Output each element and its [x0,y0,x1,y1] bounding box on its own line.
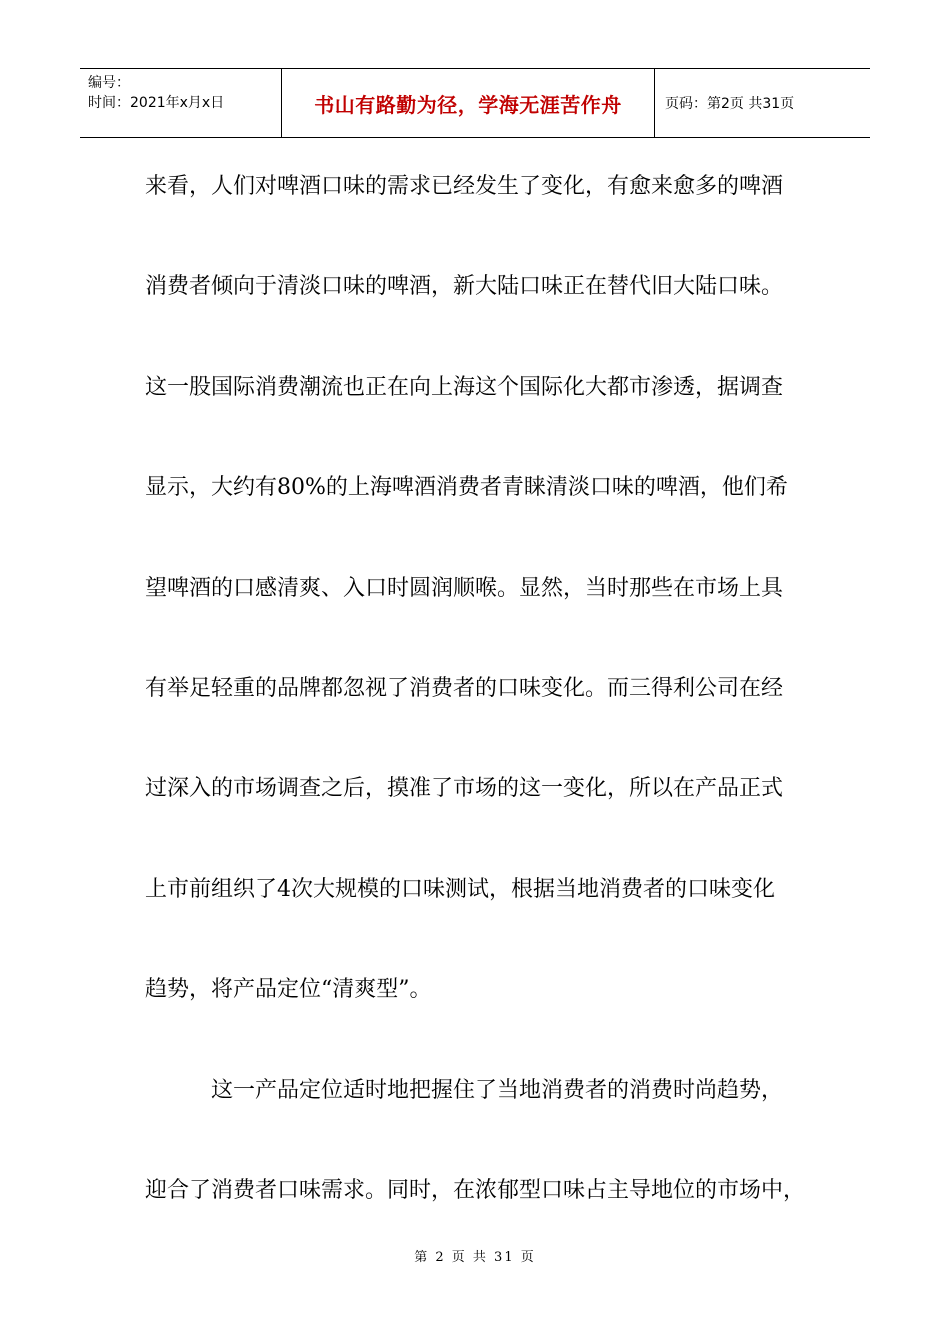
body-line: 迎合了消费者口味需求。同时，在浓郁型口味占主导地位的市场中， [145,1177,806,1203]
body-line: 这一股国际消费潮流也正在向上海这个国际化大都市渗透，据调查 [145,374,784,400]
body-line: 趋势，将产品定位“清爽型”。 [145,977,432,1003]
document-date-label: 时间：2021年x月x日 [88,95,225,111]
header-motto-cell [282,69,655,137]
body-line: 来看，人们对啤酒口味的需求已经发生了变化，有愈来愈多的啤酒 [145,174,784,199]
body-line: 望啤酒的口感清爽、入口时圆润顺喉。显然，当时那些在市场上具 [145,575,784,601]
body-line: 有举足轻重的品牌都忽视了消费者的口味变化。而三得利公司在经 [145,675,784,701]
body-line: 显示，大约有80%的上海啤酒消费者青睐清淡口味的啤酒，他们希 [145,475,788,501]
header-page-info: 页码：第2页 共31页 [665,96,795,112]
header-page-cell [655,69,870,137]
page-header [80,68,870,138]
page-footer: 第 2 页 共 31 页 [414,1250,536,1265]
body-line: 这一产品定位适时地把握住了当地消费者的消费时尚趋势， [211,1077,784,1103]
body-line: 过深入的市场调查之后，摸准了市场的这一变化，所以在产品正式 [145,776,784,802]
document-body [145,163,805,1267]
header-meta-cell [80,69,282,137]
header-motto: 书山有路勤为径，学海无涯苦作舟 [314,92,622,117]
body-line: 消费者倾向于清淡口味的啤酒，新大陆口味正在替代旧大陆口味。 [145,274,784,300]
document-number-label: 编号： [88,75,130,91]
body-line: 上市前组织了4次大规模的口味测试，根据当地消费者的口味变化 [145,876,775,902]
